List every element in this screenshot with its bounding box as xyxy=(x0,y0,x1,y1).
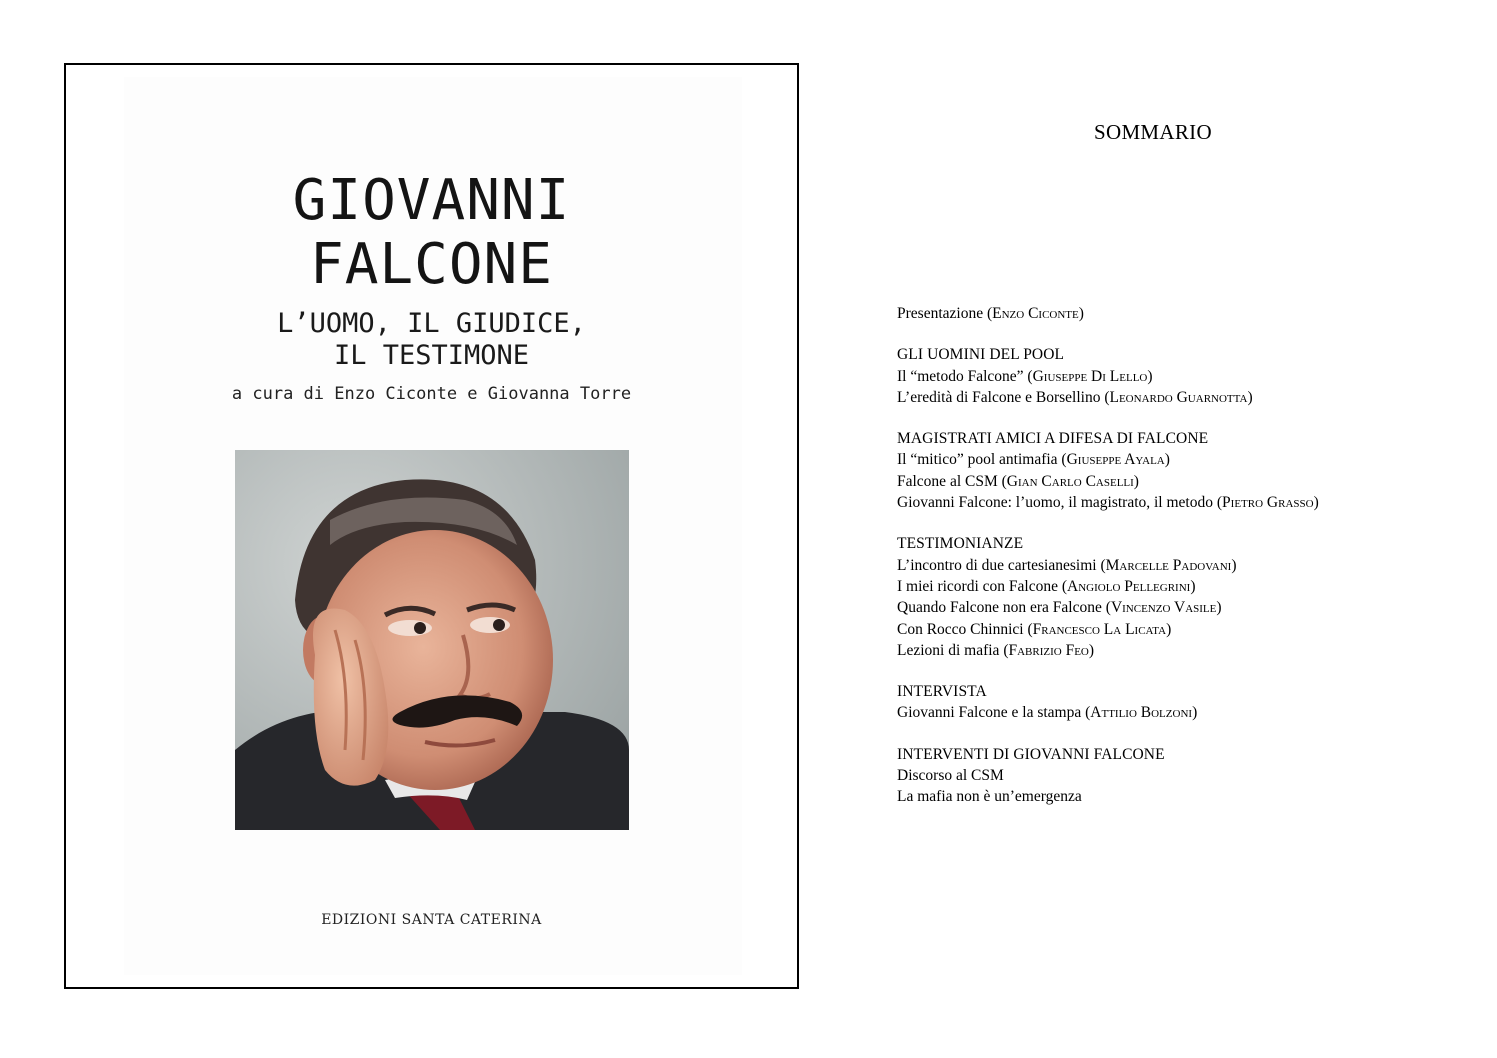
toc-entry: L’incontro di due cartesianesimi (Marcelle Padovani) xyxy=(897,556,1237,574)
toc-entry-title: Con Rocco Chinnici xyxy=(897,620,1024,638)
toc-section-title: INTERVISTA xyxy=(897,683,987,701)
toc-section xyxy=(897,533,1477,661)
toc-entry: L’eredità di Falcone e Borsellino (Leonardo Guarnotta) xyxy=(897,388,1253,406)
toc-entry-author: Francesco La Licata xyxy=(1032,620,1167,638)
portrait-photo xyxy=(235,450,629,830)
toc-entry-author: Leonardo Guarnotta xyxy=(1109,388,1248,406)
toc-entry: Falcone al CSM (Gian Carlo Caselli) xyxy=(897,472,1139,490)
toc-entry: Presentazione (Enzo Ciconte) xyxy=(897,305,1084,322)
toc-entry-title: Quando Falcone non era Falcone xyxy=(897,599,1102,617)
toc-section-title: INTERVENTI DI GIOVANNI FALCONE xyxy=(897,745,1165,763)
toc-entry-title: I miei ricordi con Falcone xyxy=(897,577,1058,595)
toc-entry: Quando Falcone non era Falcone (Vincenzo Vasile) xyxy=(897,599,1222,617)
toc-entry-title: Discorso al CSM xyxy=(897,767,1004,785)
toc-entry-author: Enzo Ciconte xyxy=(992,305,1079,322)
cover-title-line1: GIOVANNI xyxy=(292,168,571,233)
toc-section xyxy=(897,303,1477,324)
toc-entry: Il “metodo Falcone” (Giuseppe Di Lello) xyxy=(897,367,1153,385)
toc-entry xyxy=(897,765,1477,786)
toc-entry-title: Giovanni Falcone: l’uomo, il magistrato, il metodo xyxy=(897,494,1213,512)
table-of-contents xyxy=(897,303,1477,828)
toc-entry-author: Angiolo Pellegrini xyxy=(1067,577,1191,595)
toc-entry-title: Il “mitico” pool antimafia xyxy=(897,451,1058,469)
toc-entry-author: Pietro Grasso xyxy=(1222,494,1314,512)
toc-entry-title: Presentazione xyxy=(897,305,984,322)
toc-entry: Il “mitico” pool antimafia (Giuseppe Ayala) xyxy=(897,451,1170,469)
toc-entry-title: Falcone al CSM xyxy=(897,472,998,490)
toc-entry-author: Marcelle Padovani xyxy=(1105,556,1232,574)
toc-entry xyxy=(897,786,1477,807)
toc-entry-author: Attilio Bolzoni xyxy=(1090,704,1193,722)
toc-entry-author: Fabrizio Feo xyxy=(1008,641,1089,659)
toc-entry-author: Giuseppe Di Lello xyxy=(1032,367,1148,385)
cover-subtitle-line2: IL TESTIMONE xyxy=(333,340,530,371)
cover-subtitle-line1: L’UOMO, IL GIUDICE, xyxy=(277,308,586,339)
toc-section-title: GLI UOMINI DEL POOL xyxy=(897,346,1065,364)
toc-section xyxy=(897,681,1477,724)
cover-title-line2: FALCONE xyxy=(309,232,553,297)
toc-section xyxy=(897,344,1477,408)
toc-heading: SOMMARIO xyxy=(1094,120,1212,144)
toc-section xyxy=(897,428,1477,513)
toc-entry-author: Gian Carlo Caselli xyxy=(1006,472,1134,490)
toc-entry-title: L’incontro di due cartesianesimi xyxy=(897,556,1097,574)
toc-entry-title: Giovanni Falcone e la stampa xyxy=(897,704,1082,722)
toc-entry: Lezioni di mafia (Fabrizio Feo) xyxy=(897,641,1095,659)
toc-section xyxy=(897,744,1477,808)
toc-entry-author: Vincenzo Vasile xyxy=(1110,599,1217,617)
toc-entry: I miei ricordi con Falcone (Angiolo Pellegrini) xyxy=(897,577,1196,595)
toc-entry: Con Rocco Chinnici (Francesco La Licata) xyxy=(897,620,1172,638)
toc-entry-title: L’eredità di Falcone e Borsellino xyxy=(897,388,1101,406)
toc-entry-author: Giuseppe Ayala xyxy=(1066,451,1165,469)
toc-entry: Giovanni Falcone e la stampa (Attilio Bolzoni) xyxy=(897,704,1198,722)
toc-entry: Giovanni Falcone: l’uomo, il magistrato, il metodo (Pietro Grasso) xyxy=(897,494,1319,512)
cover-editors: a cura di Enzo Ciconte e Giovanna Torre xyxy=(231,384,632,404)
cover-publisher: EDIZIONI SANTA CATERINA xyxy=(321,912,542,928)
toc-entry-title: Il “metodo Falcone” xyxy=(897,367,1024,385)
toc-section-title: MAGISTRATI AMICI A DIFESA DI FALCONE xyxy=(897,430,1209,448)
toc-section-title: TESTIMONIANZE xyxy=(897,535,1024,553)
toc-entry-title: La mafia non è un’emergenza xyxy=(897,788,1082,806)
toc-entry-title: Lezioni di mafia xyxy=(897,641,1000,659)
